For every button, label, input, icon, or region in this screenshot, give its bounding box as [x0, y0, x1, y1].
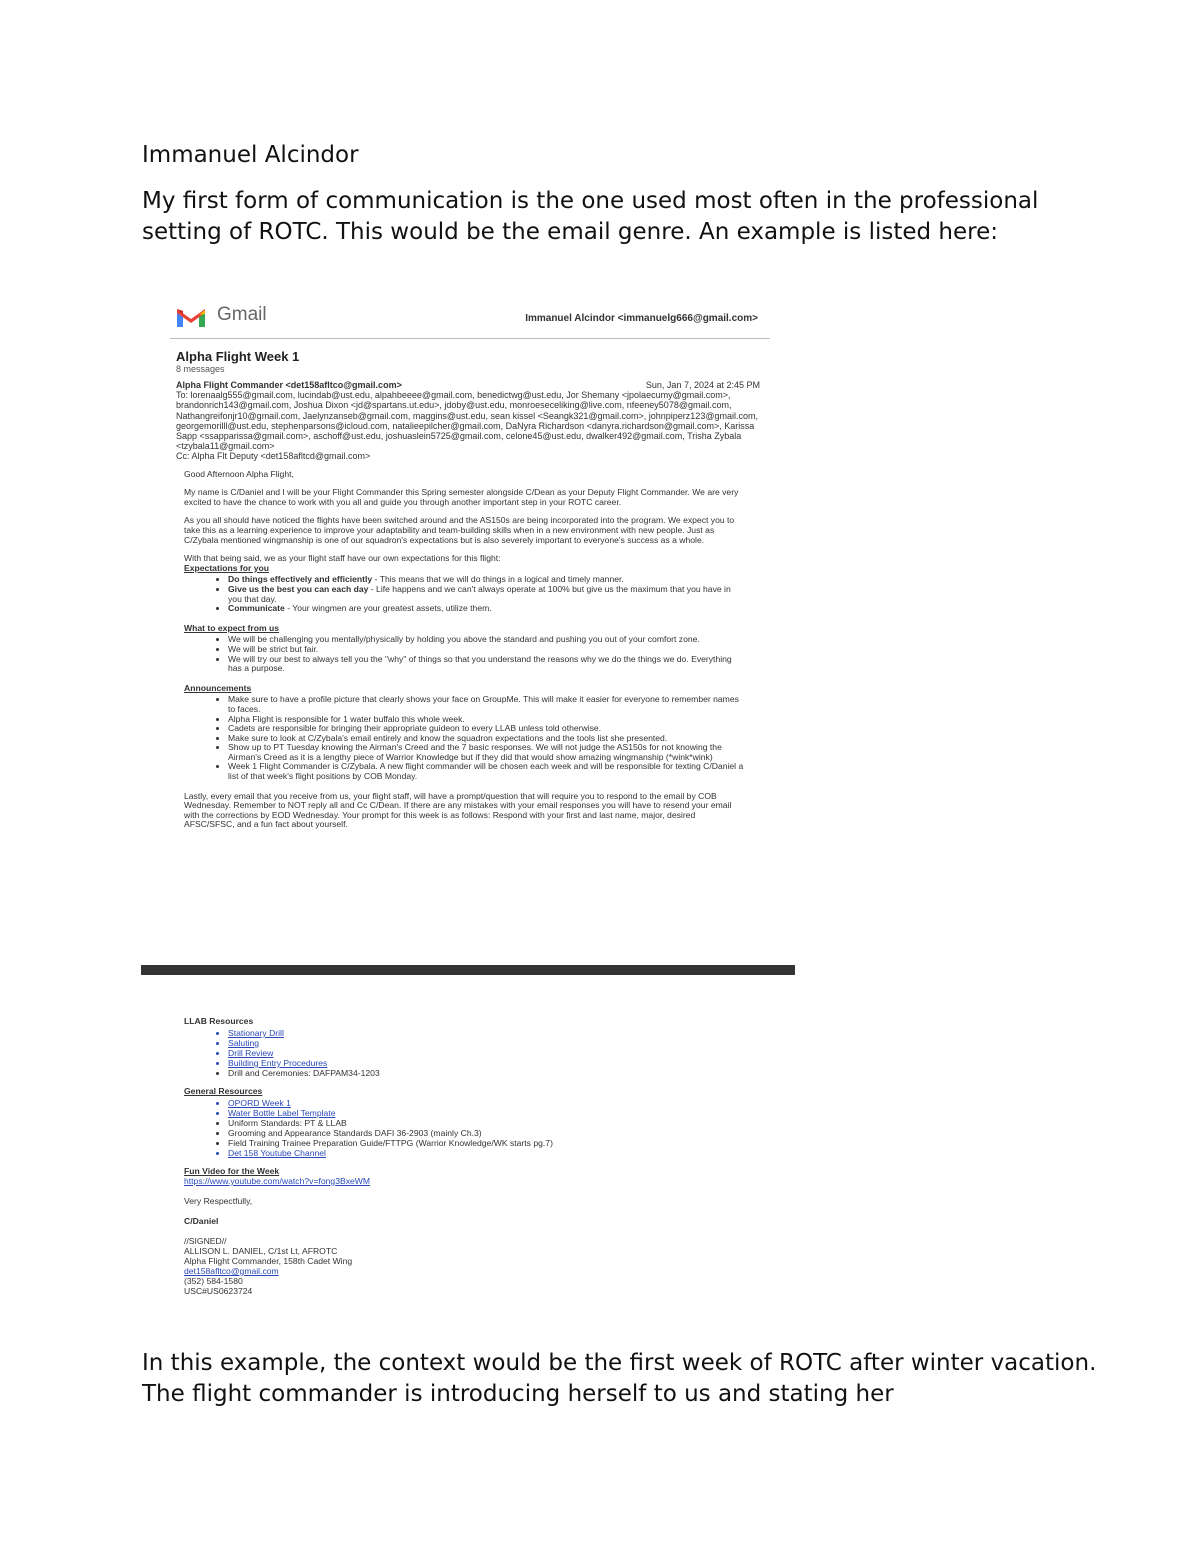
- message-count: 8 messages: [176, 364, 225, 374]
- divider-bar: [141, 965, 795, 975]
- what-to-expect-list: [184, 635, 744, 673]
- gmail-screenshot: [170, 298, 770, 839]
- email-paragraph: My name is C/Daniel and I will be your Flight Commander this Spring semester alongside C/Dean as your Deputy Flight Commander. We are very excited to have the chance to work with you all and guide you through another important step in your ROTC career.: [184, 487, 739, 507]
- signature-short: C/Daniel: [184, 1216, 219, 1226]
- list-item: • Alpha Flight is responsible for 1 water buffalo this whole week.: [228, 715, 744, 725]
- gmail-logo-icon: [175, 305, 207, 329]
- email-paragraph: Lastly, every email that you receive from us, your flight staff, will have a prompt/question that will require you to respond to the email by COB Wednesday. Remember to NOT reply all and Cc C/Dean. If there are any mistakes with your email responses you will have to resend your email with the corrections by EOD Wednesday. Your prompt for this week is as follows: Respond with your first and last name, major, desired AFSC/SFSC, and a fun fact about yourself.: [184, 790, 732, 830]
- resource-link[interactable]: • Drill Review: [228, 1048, 744, 1058]
- list-item: • We will be strict but fair.: [228, 645, 744, 655]
- email-cc: Cc: Alpha Flt Deputy <det158afltcd@gmail.com>: [176, 451, 371, 462]
- section-heading: What to expect from us: [184, 622, 280, 633]
- list-item: • Communicate - Your wingmen are your greatest assets, utilize them.: [228, 604, 744, 614]
- resource-link[interactable]: • Uniform Standards: PT & LLAB: [228, 1118, 744, 1128]
- section-heading: General Resources: [184, 1086, 263, 1096]
- email-greeting: Good Afternoon Alpha Flight,: [184, 468, 294, 479]
- resource-link[interactable]: • Field Training Trainee Preparation Guide/FTTPG (Warrior Knowledge/WK starts pg.7): [228, 1138, 744, 1148]
- list-item: • Week 1 Flight Commander is C/Zybala. A new flight commander will be chosen each week and will be responsible for texting C/Daniel a list of that week's flight positions by COB Monday.: [228, 762, 744, 781]
- video-link[interactable]: https://www.youtube.com/watch?v=fong3BxeWM: [184, 1176, 371, 1186]
- email-header-block: [176, 380, 770, 462]
- email-to: To: lorenaalg555@gmail.com, lucindab@ust.edu, alpahbeeee@gmail.com, benedictwg@ust.edu, Jor Shemany <jpolaecumy@gmail.com>, brandonrich143@gmail.com, Joshua Dixon <jd@spartans.ut.edu>, jdoby@ust.edu, monroeseceliking@live.com, nfeeney5078@gmail.com, Nathangreifonjr10@gmail.com, Jaelynzanseb@gmail.com, maggins@ust.edu, sean kissel <Seangk321@gmail.com>, johnpiperz123@gmail.com, georgemorilll@ust.edu, stephenparsons@icloud.com, natalieepilcher@gmail.com, DaNyra Richardson <danyra.richardson@gmail.com>, Karissa Sapp <ssapparissa@gmail.com>, aschoff@ust.edu, joshuaslein5725@gmail.com, celone45@ust.edu, dwalker492@gmail.com, Trisha Zybala <tzybala11@gmail.com>: [176, 390, 758, 452]
- section-heading: LLAB Resources: [184, 1016, 254, 1026]
- list-item: • Make sure to look at C/Zybala's email entirely and know the squadron expectations and the tools list she presented.: [228, 734, 744, 744]
- section-heading: Fun Video for the Week: [184, 1166, 280, 1176]
- email-continuation: [184, 1016, 744, 1296]
- email-subject: Alpha Flight Week 1: [176, 349, 300, 364]
- resource-link[interactable]: • Stationary Drill: [228, 1028, 744, 1038]
- signature-name: ALLISON L. DANIEL, C/1st Lt, AFROTC: [184, 1246, 338, 1256]
- general-resources-list: [184, 1098, 744, 1158]
- resource-link[interactable]: • Det 158 Youtube Channel: [228, 1148, 744, 1158]
- closing: Very Respectfully,: [184, 1196, 253, 1206]
- account-label: Immanuel Alcindor <immanuelg666@gmail.com>: [525, 313, 758, 324]
- signature-phone: (352) 584-1580: [184, 1276, 243, 1286]
- list-item: • We will be challenging you mentally/physically by holding you above the standard and pushing you out of your comfort zone.: [228, 635, 744, 645]
- expectations-list: [184, 575, 744, 613]
- outro-paragraph: In this example, the context would be the first week of ROTC after winter vacation. The flight commander is introducing herself to us and stating her: [142, 1350, 1097, 1407]
- llab-resources-list: [184, 1028, 744, 1078]
- email-paragraph: With that being said, we as your flight staff have our own expectations for this flight:: [184, 553, 501, 564]
- email-body: [184, 470, 744, 830]
- section-heading: Expectations for you: [184, 562, 269, 573]
- email-from: Alpha Flight Commander <det158afltco@gmail.com>: [176, 380, 402, 390]
- list-item: • We will try our best to always tell you the "why" of things so that you understand the reasons why we do the things we do. Everything has a purpose.: [228, 655, 744, 674]
- resource-link[interactable]: • Drill and Ceremonies: DAFPAM34-1203: [228, 1068, 744, 1078]
- resource-link[interactable]: • Water Bottle Label Template: [228, 1108, 744, 1118]
- email-paragraph: As you all should have noticed the flights have been switched around and the AS150s are being incorporated into the program. We expect you to take this as a learning experience to improve your adaptability and team-building skills when in a new environment with new people. Just as C/Zybala mentioned wingmanship is one of our squadron's expectations but is also severely important to everyone's success as a whole.: [184, 515, 735, 545]
- email-date: Sun, Jan 7, 2024 at 2:45 PM: [645, 380, 760, 390]
- resource-link[interactable]: • OPORD Week 1: [228, 1098, 744, 1108]
- intro-paragraph: My first form of communication is the one used most often in the professional setting of ROTC. This would be the email genre. An example is listed here:: [142, 188, 1039, 245]
- signature-block: [184, 1236, 744, 1296]
- signed-label: //SIGNED//: [184, 1236, 227, 1246]
- resource-link[interactable]: • Saluting: [228, 1038, 744, 1048]
- list-item: • Show up to PT Tuesday knowing the Airman's Creed and the 7 basic responses. We will not judge the AS150s for not knowing the Airman's Creed as it is a lengthy piece of Warrior Knowledge but if they did that would show amazing wingmanship (*wink*wink): [228, 743, 744, 762]
- gmail-brand: Gmail: [217, 304, 267, 325]
- list-item: • Make sure to have a profile picture that clearly shows your face on GroupMe. This will make it easier for everyone to remember names to faces.: [228, 695, 744, 714]
- author-name: Immanuel Alcindor: [142, 142, 359, 168]
- signature-email[interactable]: det158afltco@gmail.com: [184, 1266, 279, 1276]
- list-item: • Cadets are responsible for bringing their appropriate guideon to every LLAB unless told otherwise.: [228, 724, 744, 734]
- resource-link[interactable]: • Building Entry Procedures: [228, 1058, 744, 1068]
- section-heading: Announcements: [184, 682, 252, 693]
- signature-id: USC#US0623724: [184, 1286, 253, 1296]
- list-item: • Give us the best you can each day - Life happens and we can't always operate at 100% but give us the maximum that you have in you that day.: [228, 585, 744, 604]
- announcements-list: [184, 695, 744, 781]
- gmail-header: [170, 298, 770, 339]
- signature-title: Alpha Flight Commander, 158th Cadet Wing: [184, 1256, 353, 1266]
- list-item: • Do things effectively and efficiently - This means that we will do things in a logical and timely manner.: [228, 575, 744, 585]
- resource-link[interactable]: • Grooming and Appearance Standards DAFI 36-2903 (mainly Ch.3): [228, 1128, 744, 1138]
